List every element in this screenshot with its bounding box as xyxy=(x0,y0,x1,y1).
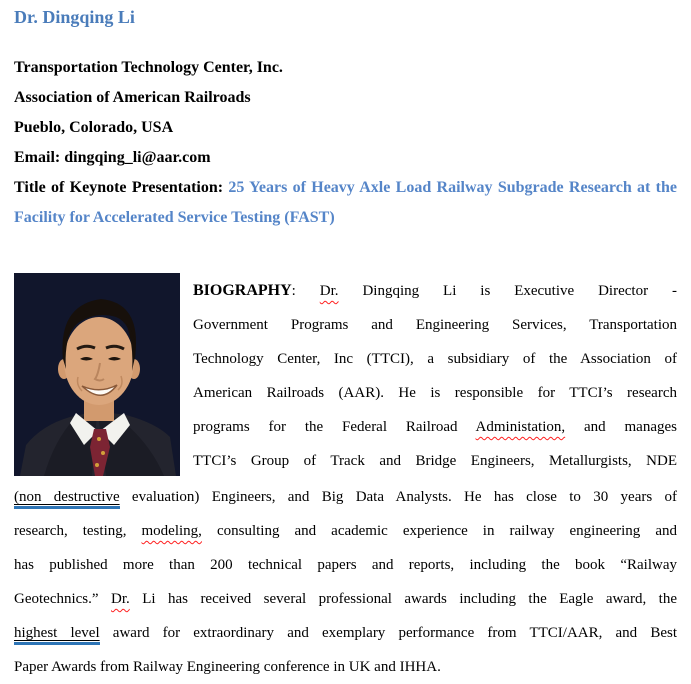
body-text: Government Programs and Engineering Services, Transportation xyxy=(193,317,677,333)
body-text: Geotechnics.” xyxy=(14,591,111,607)
affiliation-line-2: Association of American Railroads xyxy=(14,89,251,106)
biography-top-row xyxy=(14,273,677,478)
body-text: programs for the Federal Railroad xyxy=(193,419,476,435)
biography-full-width-text xyxy=(14,480,677,684)
body-text: Technology Center, Inc (TTCI), a subsidiary of the Association of xyxy=(193,351,677,367)
spellcheck-flagged-text: Dr. xyxy=(319,283,339,299)
biography-section xyxy=(14,273,677,684)
spellcheck-flagged-text: Administation, xyxy=(475,419,566,435)
portrait-photo xyxy=(14,273,180,476)
body-text: TTCI’s Group of Track and Bridge Engineers, Metallurgists, NDE xyxy=(193,453,677,469)
bio-text-line xyxy=(193,410,677,444)
spellcheck-flagged-text: modeling, xyxy=(141,523,202,539)
grammar-flagged-underlined-text: highest level xyxy=(14,625,100,641)
bio-text-line xyxy=(193,376,677,410)
keynote-label: Title of Keynote Presentation: xyxy=(14,179,229,196)
bio-text-line xyxy=(14,616,677,650)
bio-text-line xyxy=(193,342,677,376)
location-line: Pueblo, Colorado, USA xyxy=(14,119,174,136)
bio-text-line xyxy=(14,548,677,582)
speaker-name: Dr. Dingqing Li xyxy=(14,7,135,27)
portrait-photo-image xyxy=(14,273,180,476)
bold-text: BIOGRAPHY xyxy=(193,282,292,299)
bio-text-line xyxy=(193,444,677,478)
affiliation-line-1: Transportation Technology Center, Inc. xyxy=(14,59,283,76)
keynote-title-line xyxy=(14,173,677,233)
bio-text-line xyxy=(14,480,677,514)
bio-text-line xyxy=(14,650,677,684)
spellcheck-flagged-text: Dr. xyxy=(111,591,130,607)
body-text: and manages xyxy=(565,419,677,435)
body-text: consulting and academic experience in railway engineering and xyxy=(201,523,677,539)
body-text: has published more than 200 technical papers and reports, including the book “Railway xyxy=(14,557,677,573)
email-line: Email: dingqing_li@aar.com xyxy=(14,149,211,166)
body-text: Li has received several professional awards including the Eagle award, the xyxy=(129,591,677,607)
body-text: American Railroads (AAR). He is responsible for TTCI’s research xyxy=(193,385,677,401)
keynote-title: 25 Years of Heavy Axle Load Railway Subgrade Research at the Facility for Accelerated Service Testing (FAST) xyxy=(14,179,678,226)
grammar-flagged-underlined-text: (non destructive xyxy=(14,489,120,505)
bio-text-line xyxy=(14,514,677,548)
bio-text-line xyxy=(193,308,677,342)
body-text: Dingqing Li is Executive Director - xyxy=(338,283,677,299)
body-text: evaluation) Engineers, and Big Data Analysts. He has close to 30 years of xyxy=(119,489,677,505)
body-text: Paper Awards from Railway Engineering conference in UK and IHHA. xyxy=(14,659,441,675)
biography-wrapped-text xyxy=(193,273,677,478)
body-text: award for extraordinary and exemplary performance from TTCI/AAR, and Best xyxy=(99,625,677,641)
bio-text-line xyxy=(14,582,677,616)
speaker-details xyxy=(14,53,677,233)
bio-text-line xyxy=(193,274,677,308)
body-text: : xyxy=(291,283,320,299)
body-text: research, testing, xyxy=(14,523,142,539)
